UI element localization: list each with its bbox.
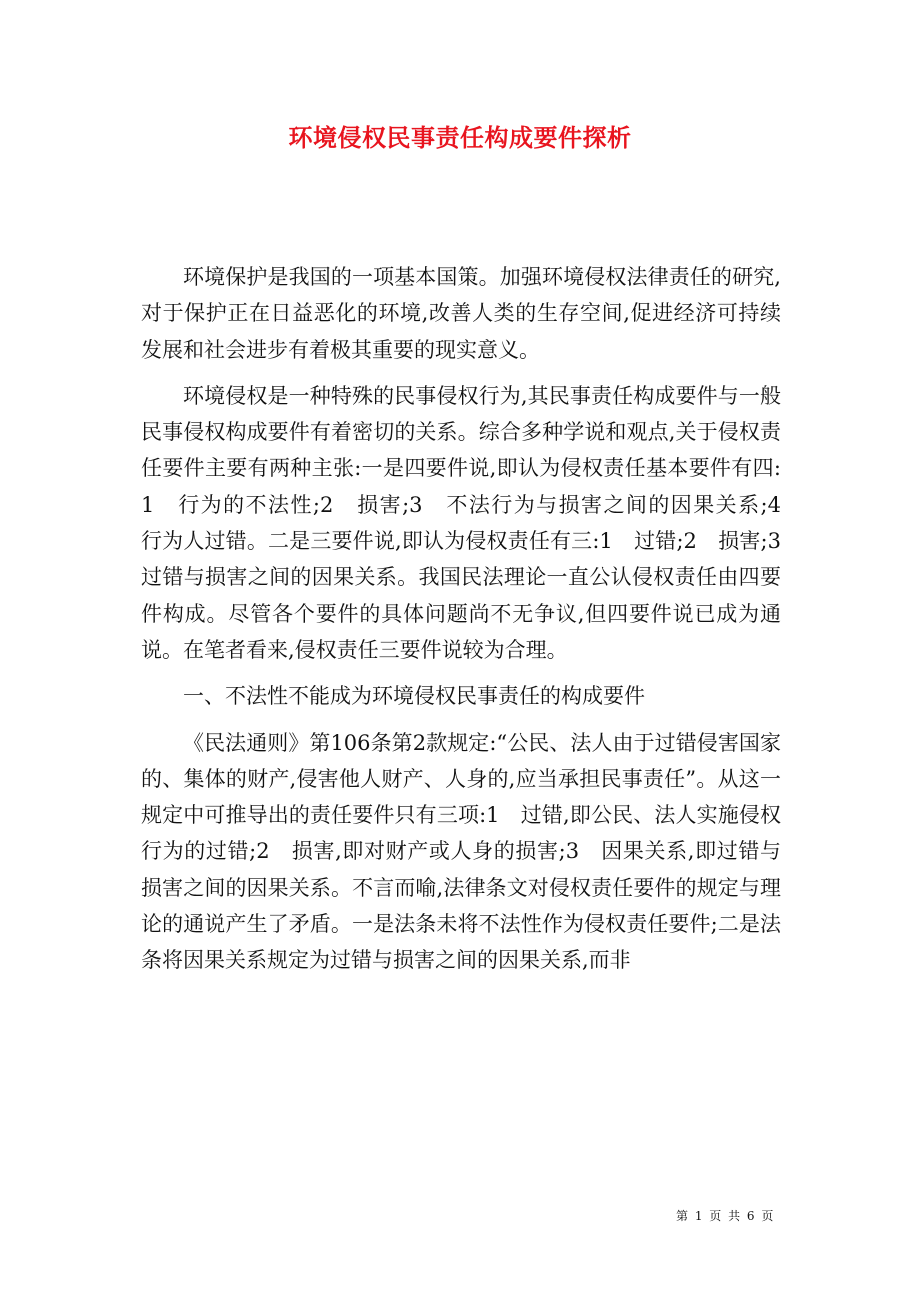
section-heading: 一、不法性不能成为环境侵权民事责任的构成要件 [183, 684, 645, 709]
page-number: 第 1 页 共 6 页 [676, 1209, 774, 1223]
document-title: 环境侵权民事责任构成要件探析 [288, 123, 632, 152]
paragraph-intro: 环境保护是我国的一项基本国策。加强环境侵权法律责任的研究,对于保护正在日益恶化的环境,改善人类的生存空间,促进经济可持续发展和社会进步有着极其重要的现实意义。 [141, 265, 781, 362]
document-body [141, 259, 802, 989]
paragraph-civil-code: 《民法通则》第106条第2款规定:“公民、法人由于过错侵害国家的、集体的财产,侵害他人财产、人身的,应当承担民事责任”。从这一规定中可推导出的责任要件只有三项:1 过错,即公民、法人实施侵权行为的过错;2 损害,即对财产或人身的损害;3 因果关系,即过错与损害之间的因果关系。不言而喻,法律条文对侵权责任要件的规定与理论的通说产生了矛盾。一是法条未将不法性作为侵权责任要件;二是法条将因果关系规定为过错与损害之间的因果关系,而非 [141, 730, 781, 973]
paragraph-theories: 环境侵权是一种特殊的民事侵权行为,其民事责任构成要件与一般民事侵权构成要件有着密切的关系。综合多种学说和观点,关于侵权责任要件主要有两种主张:一是四要件说,即认为侵权责任基本要件有四:1 行为的不法性;2 损害;3 不法行为与损害之间的因果关系;4 行为人过错。二是三要件说,即认为侵权责任有三:1 过错;2 损害;3 过错与损害之间的因果关系。我国民法理论一直公认侵权责任由四要件构成。尽管各个要件的具体问题尚不无争议,但四要件说已成为通说。在笔者看来,侵权责任三要件说较为合理。 [141, 383, 802, 662]
